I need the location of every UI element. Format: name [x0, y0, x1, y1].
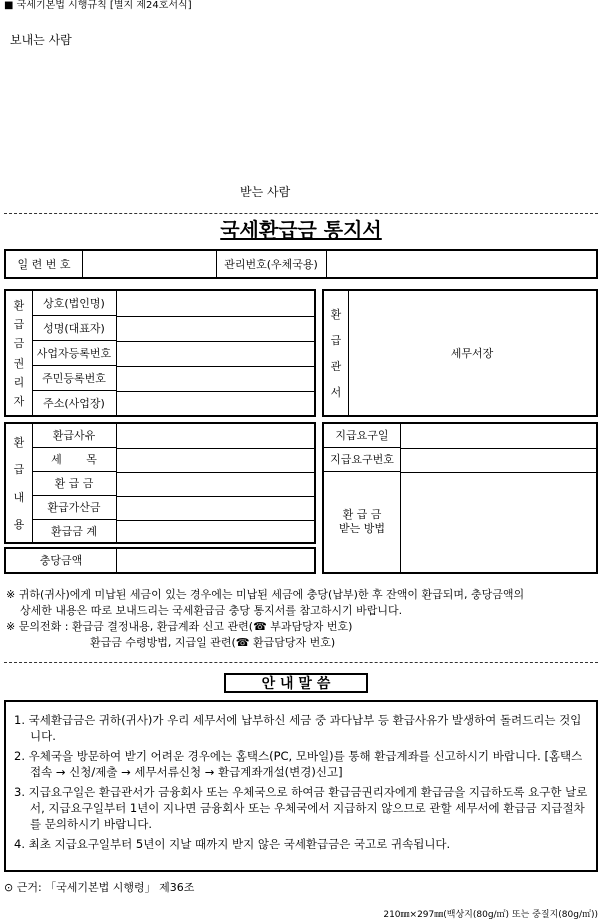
serial-label: 일 련 번 호 — [17, 257, 71, 271]
legal-basis: ⊙ 근거: 「국세기본법 시행령」 제36조 — [4, 881, 195, 894]
payment-box — [322, 422, 598, 574]
business-reg-number-label: 사업자등록번호 — [32, 341, 116, 366]
guide-item-1: 1. 국세환급금은 귀하(귀사)가 우리 세무서에 납부하신 세금 중 과다납부 등 환급사유가 발생하여 돌려드리는 것입니다. — [14, 713, 582, 743]
resident-reg-number-label: 주민등록번호 — [32, 366, 116, 391]
note-1-line-2: 상세한 내용은 따로 보내드리는 국세환급금 충당 통지서를 참고하시기 바랍니다. — [20, 604, 403, 617]
refund-details-box — [4, 422, 316, 544]
representative-label: 성명(대표자) — [32, 316, 116, 341]
payment-request-date-label: 지급요구일 — [324, 424, 400, 448]
address-label: 주소(사업장) — [43, 396, 105, 410]
guide-title: 안 내 말 씀 — [224, 673, 368, 693]
refund-interest-label: 환급가산금 — [32, 496, 116, 520]
company-name-label: 상호(법인명) — [32, 291, 116, 316]
management-number-label: 관리번호(우체국용) — [224, 257, 318, 271]
guide-item-2: 2. 우체국을 방문하여 받기 어려운 경우에는 홈택스(PC, 모바일)를 통해 환급계좌를 신고하시기 바랍니다. [홈택스 접속 → 신청/제출 → 세무서류신청 → 환급계좌개설(변경)신고] — [14, 749, 583, 779]
note-1-line-1: ※ 귀하(귀사)에게 미납된 세금이 있는 경우에는 미납된 세금에 충당(납부)한 후 잔액이 환급되며, 충당금액의 — [6, 588, 525, 601]
refund-group-label: 환 급 내 용 — [13, 435, 25, 532]
refund-office-box — [322, 289, 598, 417]
refund-total-label: 환급금 계 — [50, 524, 97, 538]
paper-spec: 210㎜×297㎜(백상지(80g/㎡) 또는 중질지(80g/㎡)) — [383, 910, 598, 920]
document-title: 국세환급금 통지서 — [220, 218, 382, 242]
claimant-group-label: 환 급 금 권 리 자 — [13, 298, 25, 409]
charge-amount-label: 충당금액 — [39, 554, 83, 567]
refund-reason-label: 환급사유 — [32, 424, 116, 448]
form-id-label: ■ 국세기본법 시행규칙 [별지 제24호서식] — [4, 0, 192, 11]
charge-amount-row — [4, 547, 316, 574]
guide-box — [4, 700, 598, 872]
refund-amount-label: 환 급 금 — [32, 472, 116, 496]
serial-row — [4, 249, 598, 279]
note-2-line-2: 환급금 수령방법, 지급일 관련(☎ 환급담당자 번호) — [90, 636, 336, 649]
cut-line-top — [4, 213, 598, 214]
payment-request-number-label: 지급요구번호 — [324, 448, 400, 472]
office-group-label: 환 급 관 서 — [330, 308, 342, 399]
receiver-label: 받는 사람 — [240, 185, 291, 199]
sender-label: 보내는 사람 — [10, 33, 72, 47]
cut-line-bottom — [4, 662, 598, 663]
note-2-line-1: ※ 문의전화 : 환급금 결정내용, 환급계좌 신고 관련(☎ 부과담당자 번호) — [6, 620, 353, 633]
guide-item-4: 4. 최초 지급요구일부터 5년이 지날 때까지 받지 않은 국세환급금은 국고로 귀속됩니다. — [14, 837, 451, 851]
claimant-box — [4, 289, 316, 417]
guide-item-3: 3. 지급요구일은 환급관서가 금융회사 또는 우체국으로 하여금 환급금권리자에게 환급금을 지급하도록 요구한 날로서, 지급요구일부터 1년이 지나면 금융회사 또는 우체국에서 지급하지 않으므로 관할 세무서에 환급금 지급절차를 문의하시기 바랍니다. — [14, 785, 588, 831]
receive-method-label: 환 급 금 받는 방법 — [338, 508, 385, 535]
tax-office-head: 세무서장 — [450, 346, 494, 360]
tax-item-label: 세 목 — [32, 448, 116, 472]
notes-block — [6, 587, 524, 651]
